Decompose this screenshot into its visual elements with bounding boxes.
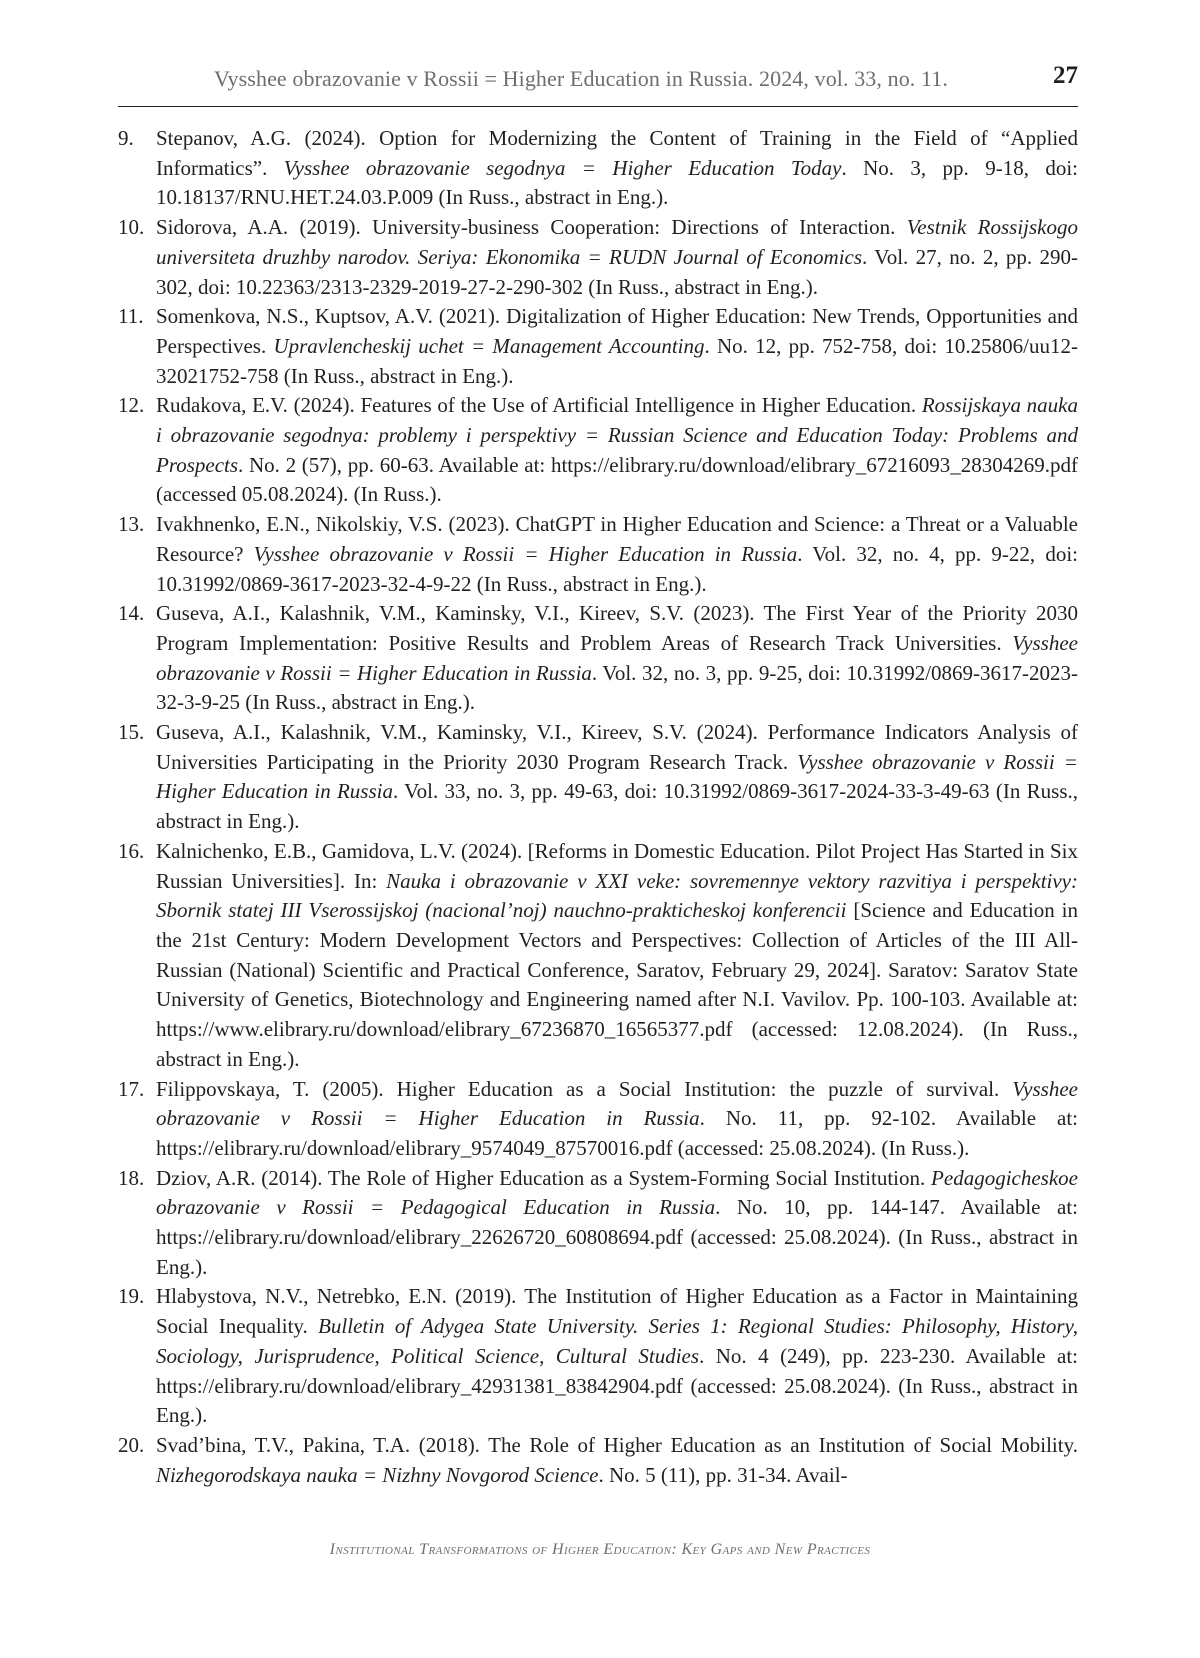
reference-number: 10. [118, 215, 145, 240]
reference-details: . Vol. 27, no. 2, pp. 290-302, doi: 10.22363/2313-2329-2019-27-2-290-302 (In Russ., abstract in Eng.). [156, 244, 1078, 299]
reference-item [118, 1431, 1078, 1490]
reference-text: Guseva, A.I., Kalashnik, V.M., Kaminsky, V.I., Kireev, S.V. (2023). The First Year of the Priority 2030 Program Implementation: Positive Results and Problem Areas of Research Track Universities. [156, 601, 1078, 655]
reference-source: Nauka i obrazovanie v XXI veke: sovremennye vektory razvitiya i perspektivy: Sbornik statej III Vserossijskoj (nacional’noj) nauchno-prakticheskoj konferencii [156, 868, 1078, 923]
reference-item [118, 599, 1078, 718]
reference-item [118, 1164, 1078, 1283]
reference-text: Filippovskaya, T. (2005). Higher Education as a Social Institution: the puzzle of survival. [156, 1076, 1013, 1101]
reference-details: . No. 4 (249), pp. 223-230. Available at: https://elibrary.ru/download/elibrary_42931381_83842904.pdf (accessed: 25.08.2024). (In Russ., abstract in Eng.). [156, 1343, 1078, 1428]
journal-title: Vysshee obrazovanie v Rossii = Higher Education in Russia. 2024, vol. 33, no. 11. [214, 66, 948, 91]
reference-number: 19. [118, 1284, 145, 1309]
reference-item [118, 213, 1078, 302]
reference-source: Pedagogicheskoe obrazovanie v Rossii = Pedagogical Education in Russia [156, 1165, 1078, 1220]
reference-text: Hlabystova, N.V., Netrebko, E.N. (2019). The Institution of Higher Education as a Factor in Maintaining Social Inequality. [156, 1284, 1078, 1339]
reference-source: Rossijskaya nauka i obrazovanie segodnya: problemy i perspektivy = Russian Science and Education Today: Problems and Prospects [156, 393, 1078, 477]
reference-details: . No. 5 (11), pp. 31-34. Avail- [598, 1462, 848, 1487]
reference-text: Guseva, A.I., Kalashnik, V.M., Kaminsky, V.I., Kireev, S.V. (2024). Performance Indicators Analysis of Universities Participating in the Priority 2030 Program Research Track. [156, 720, 1078, 774]
reference-item [118, 718, 1078, 837]
reference-details: . Vol. 32, no. 4, pp. 9-22, doi: 10.31992/0869-3617-2023-32-4-9-22 (In Russ., abstract in Eng.). [156, 541, 1078, 596]
reference-details: . No. 3, pp. 9-18, doi: 10.18137/RNU.HET.24.03.P.009 (In Russ., abstract in Eng.). [156, 155, 1078, 210]
reference-number: 20. [118, 1432, 145, 1457]
reference-number: 16. [118, 838, 145, 863]
reference-item [118, 1282, 1078, 1431]
reference-number: 13. [118, 512, 145, 537]
reference-details: [Science and Education in the 21st Century: Modern Development Vectors and Perspectives: Collection of Articles of the III All-Russian (National) Scientific and Practical Conference, Saratov, February 29, 2024]. Saratov: Saratov State University of Genetics, Biotechnology and Engineering named after N.I. Vavilov. Pp. 100-103. Available at: https://www.elibrary.ru/download/elibrary_67236870_16565377.pdf (accessed: 12.08.2024). (In Russ., abstract in Eng.). [156, 898, 1078, 1071]
reference-list [118, 124, 1078, 1490]
reference-item [118, 837, 1078, 1075]
reference-details: . No. 12, pp. 752-758, doi: 10.25806/uu12-32021752-758 (In Russ., abstract in Eng.). [156, 333, 1078, 388]
reference-number: 12. [118, 393, 145, 418]
reference-source: Nizhegorodskaya nauka = Nizhny Novgorod Science [156, 1462, 599, 1487]
reference-number: 18. [118, 1165, 145, 1190]
reference-text: Stepanov, A.G. (2024). Option for Modernizing the Content of Training in the Field of “Applied Informatics”. [156, 126, 1078, 180]
reference-number: 11. [118, 304, 144, 329]
reference-number: 17. [118, 1076, 145, 1101]
reference-text: Kalnichenko, E.B., Gamidova, L.V. (2024). [Reforms in Domestic Education. Pilot Project Has Started in Six Russian Universities]. In: [156, 838, 1078, 893]
reference-text: Sidorova, A.A. (2019). University-business Cooperation: Directions of Interaction. [156, 215, 907, 240]
reference-text: Svad’bina, T.V., Pakina, T.A. (2018). The Role of Higher Education as an Institution of Social Mobility. [156, 1432, 1078, 1457]
reference-item [118, 1075, 1078, 1164]
reference-number: 15. [118, 720, 145, 745]
reference-item [118, 391, 1078, 510]
reference-text: Dziov, A.R. (2014). The Role of Higher Education as a System-Forming Social Institution. [156, 1165, 932, 1190]
reference-details: . No. 2 (57), pp. 60-63. Available at: https://elibrary.ru/download/elibrary_67216093_28304269.pdf (accessed 05.08.2024). (In Russ.). [156, 452, 1078, 507]
reference-source: Vysshee obrazovanie segodnya = Higher Education Today [283, 155, 842, 180]
reference-source: Vysshee obrazovanie v Rossii = Higher Education in Russia [156, 1076, 1078, 1131]
reference-text: Rudakova, E.V. (2024). Features of the Use of Artificial Intelligence in Higher Education. [156, 393, 922, 418]
running-footer: Institutional Transformations of Higher Education: Key Gaps and New Practices [329, 1541, 871, 1558]
reference-source: Vestnik Rossijskogo universiteta druzhby narodov. Seriya: Ekonomika = RUDN Journal of Economics [156, 215, 1078, 269]
reference-item [118, 302, 1078, 391]
reference-text: Somenkova, N.S., Kuptsov, A.V. (2021). Digitalization of Higher Education: New Trends, Opportunities and Perspectives. [156, 304, 1078, 358]
reference-source: Vysshee obrazovanie v Rossii = Higher Education in Russia [253, 541, 798, 566]
page-number: 27 [1053, 62, 1078, 89]
reference-number: 9. [118, 126, 134, 150]
reference-text: Ivakhnenko, E.N., Nikolskiy, V.S. (2023). ChatGPT in Higher Education and Science: a Threat or a Valuable Resource? [156, 512, 1078, 566]
reference-number: 14. [118, 601, 145, 626]
reference-source: Bulletin of Adygea State University. Series 1: Regional Studies: Philosophy, History, Sociology, Jurisprudence, Political Science, Cultural Studies [156, 1314, 1078, 1368]
reference-details: . Vol. 33, no. 3, pp. 49-63, doi: 10.31992/0869-3617-2024-33-3-49-63 (In Russ., abstract in Eng.). [156, 779, 1078, 834]
reference-source: Vysshee obrazovanie v Rossii = Higher Education in Russia [156, 630, 1078, 685]
reference-details: . No. 10, pp. 144-147. Available at: https://elibrary.ru/download/elibrary_22626720_60808694.pdf (accessed: 25.08.2024). (In Russ., abstract in Eng.). [156, 1195, 1078, 1279]
page-header [118, 58, 1078, 107]
reference-item [118, 510, 1078, 599]
reference-details: . No. 11, pp. 92-102. Available at: https://elibrary.ru/download/elibrary_9574049_87570016.pdf (accessed: 25.08.2024). (In Russ.). [156, 1106, 1078, 1160]
reference-source: Vysshee obrazovanie v Rossii = Higher Education in Russia [156, 749, 1078, 804]
reference-details: . Vol. 32, no. 3, pp. 9-25, doi: 10.31992/0869-3617-2023-32-3-9-25 (In Russ., abstract in Eng.). [156, 660, 1079, 715]
reference-item [118, 124, 1078, 213]
reference-source: Upravlencheskij uchet = Management Accounting [273, 333, 705, 358]
